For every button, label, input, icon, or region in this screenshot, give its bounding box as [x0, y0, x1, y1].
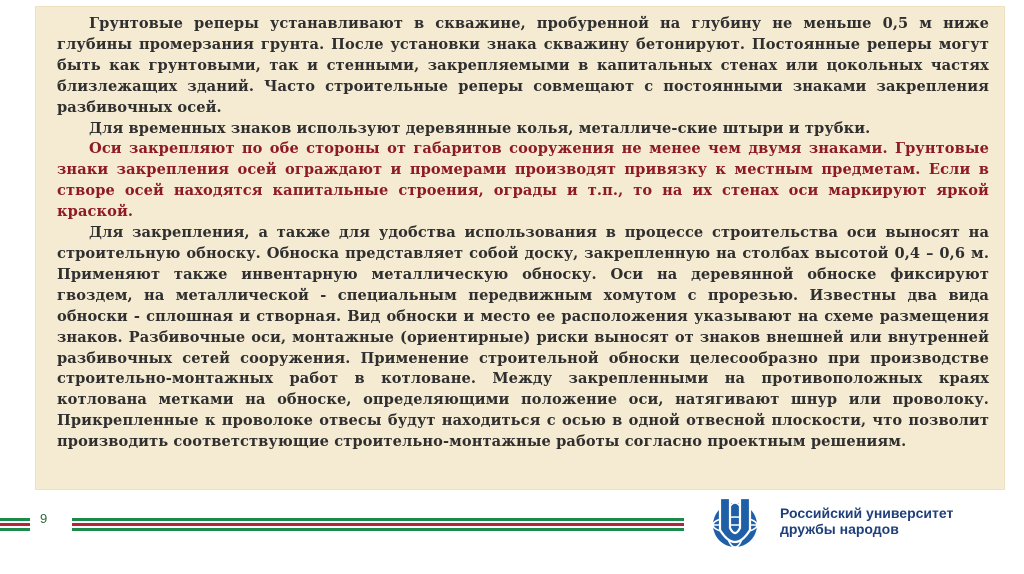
rudn-globe-logo-icon: [706, 494, 764, 552]
paragraph-axes-fixing-red: Оси закрепляют по обе стороны от габаритов сооружения не менее чем двумя знаками. Грунтовые знаки закрепления осей ограждают и промерами производят привязку к местным предметам. Если в створе осей находятся капитальные строения, ограды и т.п., то на их стенах оси маркируют яркой краской.: [57, 140, 989, 221]
university-name: [780, 505, 953, 537]
university-name-line2: дружбы народов: [780, 521, 899, 537]
paragraph-temporary-signs: Для временных знаков используют деревянные колья, металличе-ские штыри и трубки.: [89, 119, 871, 137]
paragraph-reperi: Грунтовые реперы устанавливают в скважине, пробуренной на глубину не меньше 0,5 м ниже глубины промерзания грунта. После установки знака скважину бетонируют. Постоянные реперы могут быть как грунтовыми, так и стенными, закрепляемыми в капитальных стенах или цокольных частях близлежащих зданий. Часто строительные реперы совмещают с постоянными знаками закрепления разбивочных осей.: [57, 15, 989, 116]
university-name-line1: Российский университет: [780, 505, 954, 521]
paragraph-obnoska: Для закрепления, а также для удобства использования в процессе строительства оси выносят на строительную обноску. Обноска представляет собой доску, закрепленную на столбах высотой 0,4 – 0,6 м. Применяют также инвентарную металлическую обноску. Оси на деревянной обноске фиксируют гвоздем, на металлической - специальным передвижным хомутом с прорезью. Известны два вида обноски - сплошная и створная. Вид обноски и место ее расположения указывают на схеме размещения знаков. Разбивочные оси, монтажные (ориентирные) риски выносят от знаков внешней или внутренней разбивочных сетей сооружения. Применение строительной обноски целесообразно при производстве строительно-монтажных работ в котловане. Между закрепленными на противоположных краях котлована метками на обноске, определяющими положение оси, натягивают шнур или проволоку. Прикрепленные к проволоке отвесы будут находиться с осью в одной отвесной плоскости, что позволит производить соответствующие строительно-монтажные работы согласно проектным решениям.: [57, 224, 989, 451]
page-number: 9: [40, 511, 48, 526]
scanned-text-page: [35, 6, 1005, 490]
